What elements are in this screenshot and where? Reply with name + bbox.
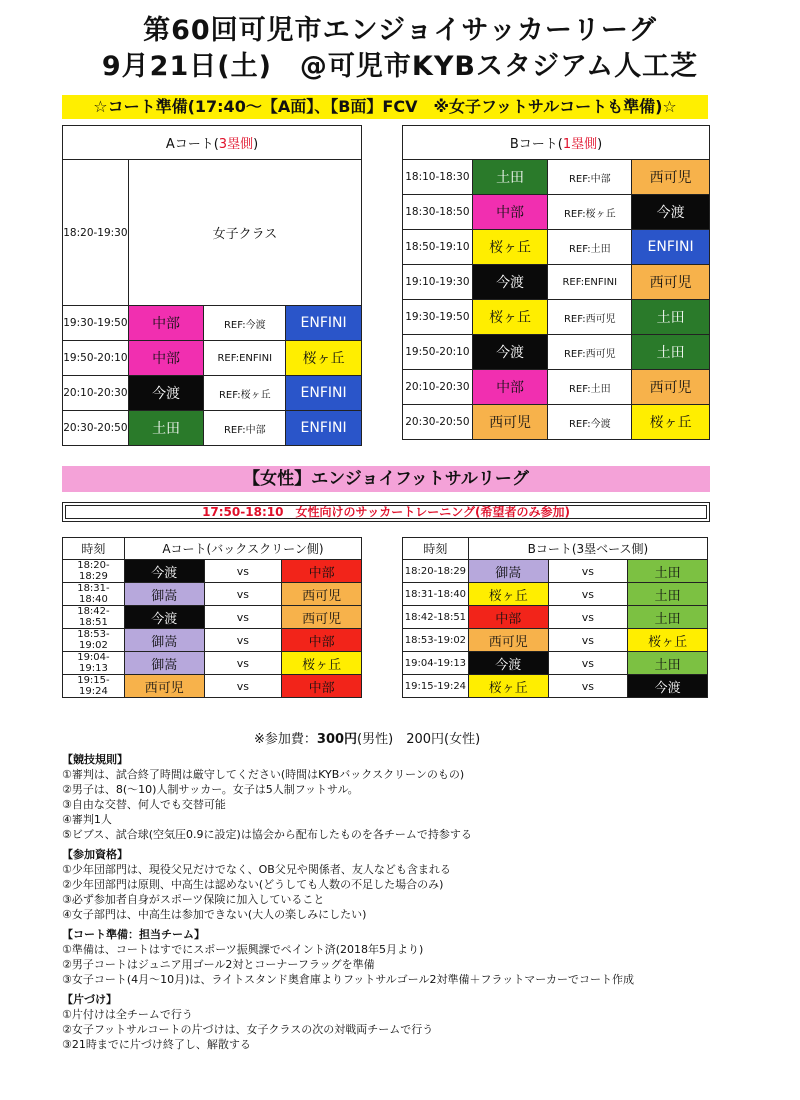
referee: REF:土田 [548, 370, 632, 405]
referee: REF:桜ヶ丘 [204, 376, 286, 411]
versus: vs [548, 583, 628, 606]
futsal-team-home: 今渡 [124, 560, 204, 583]
futsal-league-banner: 【女性】エンジョイフットサルリーグ [62, 466, 710, 492]
match-time: 18:50-19:10 [403, 230, 473, 265]
futsal-team-away: 桜ヶ丘 [628, 629, 708, 652]
match-row [63, 306, 362, 341]
versus: vs [204, 629, 282, 652]
rules-item: ④女子部門は、中高生は参加できない(大人の楽しみにしたい) [62, 908, 367, 921]
team-home: 桜ヶ丘 [472, 230, 548, 265]
versus: vs [548, 675, 628, 698]
futsal-team-home: 今渡 [124, 606, 204, 629]
futsal-match-row [403, 652, 708, 675]
participation-fee: ※参加費：300円(男性) 200円(女性) [254, 732, 481, 747]
futsal-match-time: 18:20-18:29 [403, 560, 469, 583]
referee: REF:今渡 [204, 306, 286, 341]
referee: REF:ENFINI [548, 265, 632, 300]
futsal-match-time: 18:42-18:51 [403, 606, 469, 629]
futsal-team-home: 西可児 [468, 629, 548, 652]
court-prep-banner: ☆コート準備(17:40～【A面】、【B面】FCV ※女子フットサルコートも準備)☆ [62, 95, 708, 119]
court-a-header: Aコート(3塁側) [63, 126, 362, 160]
team-home: 中部 [128, 341, 204, 376]
team-home: 土田 [128, 411, 204, 446]
match-row [403, 405, 710, 440]
futsal-team-home: 桜ヶ丘 [468, 583, 548, 606]
futsal-match-row [63, 583, 362, 606]
futsal-team-home: 御嵩 [124, 629, 204, 652]
match-time: 18:10-18:30 [403, 160, 473, 195]
futsal-team-home: 御嵩 [124, 652, 204, 675]
futsal-team-away: 土田 [628, 583, 708, 606]
futsal-match-row [403, 675, 708, 698]
match-row [403, 230, 710, 265]
rules-item: ⑤ビブス、試合球(空気圧0.9に設定)は協会から配布したものを各チームで持参する [62, 828, 472, 841]
team-away: ENFINI [286, 306, 362, 341]
futsal-match-time: 18:20-18:29 [63, 560, 125, 583]
court-b-schedule [402, 125, 710, 440]
team-away: 西可児 [632, 265, 710, 300]
team-home: 中部 [472, 195, 548, 230]
match-row [403, 195, 710, 230]
rules-item: ②女子フットサルコートの片づけは、女子クラスの次の対戦両チームで行う [62, 1023, 434, 1036]
girls-class-time: 18:20-19:30 [63, 160, 129, 306]
match-row [63, 376, 362, 411]
referee: REF:今渡 [548, 405, 632, 440]
rules-block [62, 992, 762, 1052]
futsal-match-row [403, 583, 708, 606]
team-away: ENFINI [632, 230, 710, 265]
futsal-match-time: 18:31-18:40 [63, 583, 125, 606]
rules-section [62, 752, 762, 1057]
futsal-match-time: 18:53-19:02 [63, 629, 125, 652]
match-row [63, 411, 362, 446]
futsal-a-court-header: Aコート(バックスクリーン側) [124, 538, 361, 560]
futsal-team-away: 中部 [282, 629, 362, 652]
team-away: 土田 [632, 335, 710, 370]
futsal-team-home: 西可児 [124, 675, 204, 698]
futsal-team-away: 土田 [628, 606, 708, 629]
referee: REF:土田 [548, 230, 632, 265]
futsal-team-away: 西可児 [282, 606, 362, 629]
match-time: 20:30-20:50 [63, 411, 129, 446]
referee: REF:桜ヶ丘 [548, 195, 632, 230]
team-away: 西可児 [632, 160, 710, 195]
rules-block [62, 847, 762, 922]
futsal-team-away: 中部 [282, 675, 362, 698]
referee: REF:西可児 [548, 300, 632, 335]
match-row [63, 341, 362, 376]
futsal-match-row [63, 629, 362, 652]
versus: vs [204, 652, 282, 675]
team-home: 中部 [128, 306, 204, 341]
futsal-match-time: 19:15-19:24 [63, 675, 125, 698]
versus: vs [548, 560, 628, 583]
rules-heading: 【競技規則】 [62, 753, 128, 766]
match-time: 19:10-19:30 [403, 265, 473, 300]
girls-class-label: 女子クラス [128, 160, 361, 306]
rules-heading: 【参加資格】 [62, 848, 128, 861]
rules-item: ①片付けは全チームで行う [62, 1008, 193, 1021]
match-row [403, 265, 710, 300]
futsal-match-time: 18:42-18:51 [63, 606, 125, 629]
court-b-header: Bコート(1塁側) [403, 126, 710, 160]
rules-item: ③女子コート(4月～10月)は、ライトスタンド奥倉庫よりフットサルゴール2対準備＋フラットマーカーでコート作成 [62, 973, 635, 986]
versus: vs [548, 629, 628, 652]
rules-item: ①準備は、コートはすでにスポーツ振興課でペイント済(2018年5月より) [62, 943, 424, 956]
referee: REF:中部 [204, 411, 286, 446]
futsal-match-row [403, 560, 708, 583]
team-away: 桜ヶ丘 [286, 341, 362, 376]
rules-item: ③自由な交替、何人でも交替可能 [62, 798, 226, 811]
futsal-court-a-schedule [62, 537, 362, 698]
team-away: 桜ヶ丘 [632, 405, 710, 440]
team-home: 今渡 [472, 265, 548, 300]
futsal-team-away: 西可児 [282, 583, 362, 606]
futsal-team-away: 今渡 [628, 675, 708, 698]
rules-block [62, 927, 762, 987]
rules-item: ②少年団部門は原則、中高生は認めない(どうしても人数の不足した場合のみ) [62, 878, 444, 891]
team-home: 中部 [472, 370, 548, 405]
page-title: 第60回可児市エンジョイサッカーリーグ [143, 15, 657, 46]
referee: REF:ENFINI [204, 341, 286, 376]
match-time: 19:30-19:50 [63, 306, 129, 341]
versus: vs [204, 606, 282, 629]
team-home: 西可児 [472, 405, 548, 440]
futsal-b-court-header: Bコート(3塁ベース側) [468, 538, 707, 560]
court-a-schedule [62, 125, 362, 446]
futsal-team-home: 桜ヶ丘 [468, 675, 548, 698]
match-time: 20:10-20:30 [63, 376, 129, 411]
futsal-court-b-schedule [402, 537, 708, 698]
futsal-a-time-header: 時刻 [63, 538, 125, 560]
match-time: 18:30-18:50 [403, 195, 473, 230]
futsal-team-away: 土田 [628, 560, 708, 583]
futsal-team-home: 今渡 [468, 652, 548, 675]
match-row [403, 160, 710, 195]
futsal-match-row [63, 606, 362, 629]
futsal-match-time: 19:15-19:24 [403, 675, 469, 698]
match-time: 20:10-20:30 [403, 370, 473, 405]
futsal-team-home: 中部 [468, 606, 548, 629]
team-away: ENFINI [286, 376, 362, 411]
page-subtitle-date-venue: 9月21日(土) @可児市KYBスタジアム人工芝 [101, 51, 699, 82]
futsal-match-row [403, 629, 708, 652]
rules-item: ①少年団部門は、現役父兄だけでなく、OB父兄や関係者、友人なども含まれる [62, 863, 451, 876]
futsal-match-time: 18:53-19:02 [403, 629, 469, 652]
match-row [403, 300, 710, 335]
match-time: 19:50-20:10 [403, 335, 473, 370]
match-row [403, 335, 710, 370]
team-away: 今渡 [632, 195, 710, 230]
team-away: 土田 [632, 300, 710, 335]
match-time: 19:30-19:50 [403, 300, 473, 335]
futsal-team-home: 御嵩 [468, 560, 548, 583]
referee: REF:中部 [548, 160, 632, 195]
versus: vs [204, 675, 282, 698]
team-home: 土田 [472, 160, 548, 195]
rules-item: ②男子は、8(～10)人制サッカー。女子は5人制フットサル。 [62, 783, 359, 796]
match-time: 20:30-20:50 [403, 405, 473, 440]
rules-heading: 【コート準備：担当チーム】 [62, 928, 205, 941]
rules-item: ④審判1人 [62, 813, 112, 826]
rules-item: ②男子コートはジュニア用ゴール2対とコーナーフラッグを準備 [62, 958, 375, 971]
futsal-match-row [63, 652, 362, 675]
futsal-team-away: 桜ヶ丘 [282, 652, 362, 675]
rules-item: ③必ず参加者自身がスポーツ保険に加入していること [62, 893, 325, 906]
team-home: 今渡 [128, 376, 204, 411]
futsal-match-row [403, 606, 708, 629]
team-away: ENFINI [286, 411, 362, 446]
futsal-team-home: 御嵩 [124, 583, 204, 606]
rules-item: ①審判は、試合終了時間は厳守してください(時間はKYBバックスクリーンのもの) [62, 768, 465, 781]
match-row [403, 370, 710, 405]
match-time: 19:50-20:10 [63, 341, 129, 376]
versus: vs [548, 652, 628, 675]
versus: vs [204, 560, 282, 583]
futsal-b-time-header: 時刻 [403, 538, 469, 560]
futsal-match-row [63, 675, 362, 698]
futsal-match-time: 19:04-19:13 [403, 652, 469, 675]
futsal-match-time: 19:04-19:13 [63, 652, 125, 675]
team-home: 桜ヶ丘 [472, 300, 548, 335]
versus: vs [204, 583, 282, 606]
futsal-team-away: 土田 [628, 652, 708, 675]
training-notice: 17:50-18:10 女性向けのサッカートレーニング(希望者のみ参加) [62, 502, 710, 522]
rules-block [62, 752, 762, 842]
futsal-match-row [63, 560, 362, 583]
futsal-team-away: 中部 [282, 560, 362, 583]
rules-item: ③21時までに片づけ終了し、解散する [62, 1038, 251, 1051]
futsal-match-time: 18:31-18:40 [403, 583, 469, 606]
rules-heading: 【片づけ】 [62, 993, 117, 1006]
team-home: 今渡 [472, 335, 548, 370]
referee: REF:西可児 [548, 335, 632, 370]
team-away: 西可児 [632, 370, 710, 405]
versus: vs [548, 606, 628, 629]
